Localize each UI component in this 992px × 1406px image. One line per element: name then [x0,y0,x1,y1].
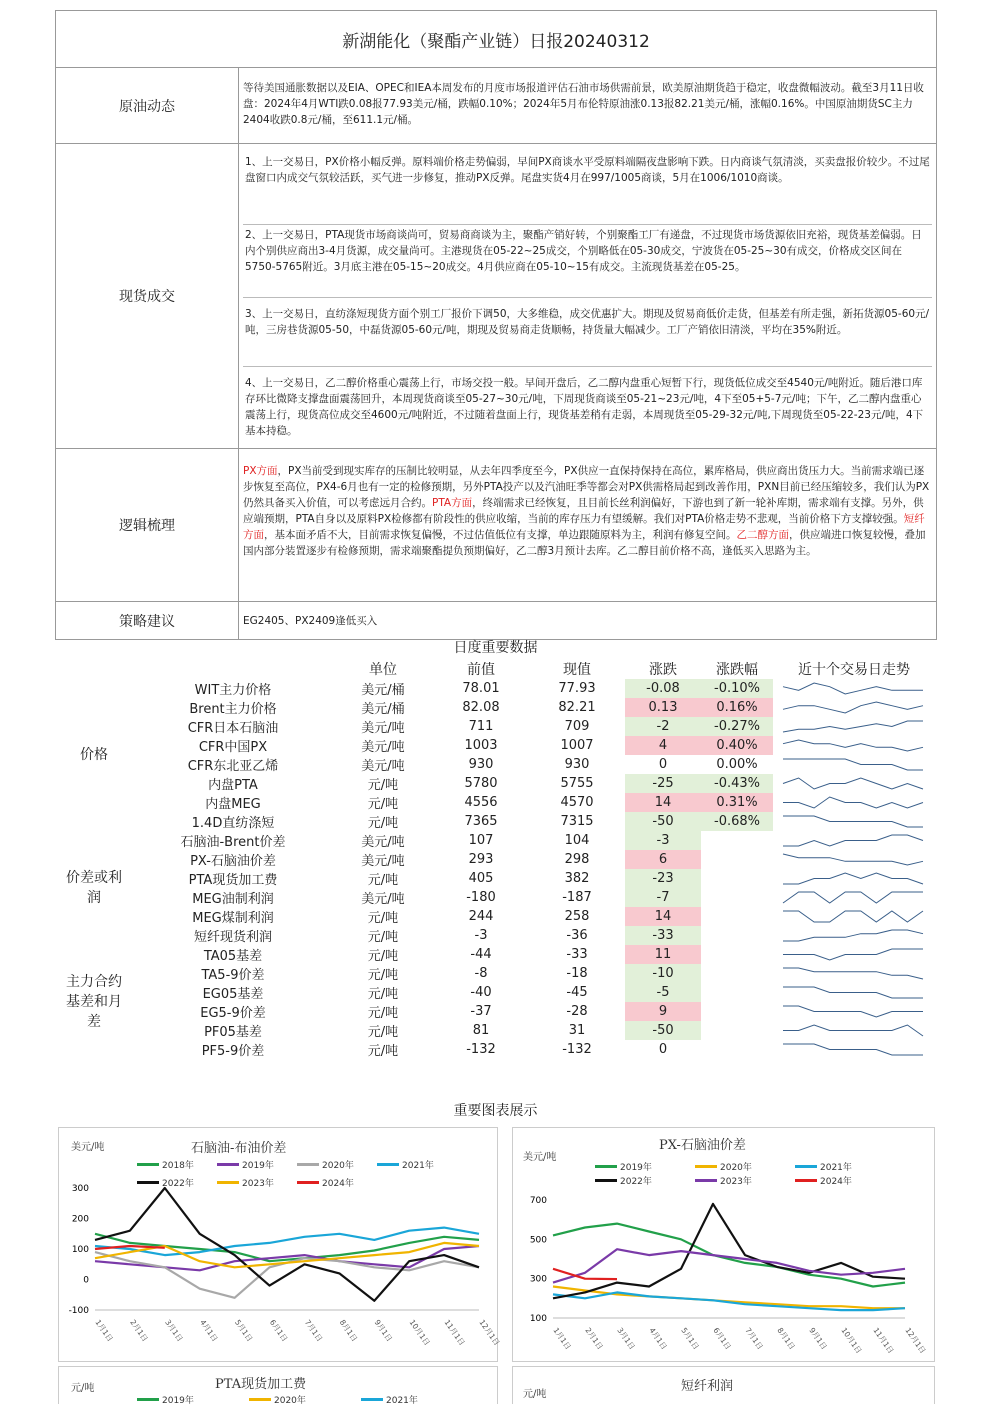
sparkline-path [783,759,923,770]
legend-label: 2021年 [386,1396,418,1406]
x-tick-label: 10月1日 [407,1317,432,1348]
prev-value: 930 [468,757,494,772]
change-value: -5 [625,983,701,1002]
sparkline-path [783,797,923,808]
item-unit: 美元/吨 [361,854,405,869]
change-pct [701,869,773,888]
item-unit: 元/吨 [367,930,399,945]
cur-value: 382 [564,871,590,886]
legend-label: 2022年 [620,1177,652,1187]
x-tick-label: 9月1日 [807,1325,829,1352]
sparkline-path [783,1006,923,1017]
change-pct [701,1040,773,1059]
logic-px-heading: PX方面 [243,465,278,477]
cur-value: 258 [564,909,590,924]
x-tick-label: 1月1日 [93,1317,115,1344]
table-header-row [55,659,935,679]
legend-label: 2019年 [242,1161,274,1171]
sparkline-path [783,892,923,903]
pf-profit-chart [512,1366,935,1404]
change-value: -33 [625,926,701,945]
chart3-unit: 元/吨 [71,1383,95,1394]
change-value: 4 [625,736,701,755]
item-name: 内盘MEG [205,797,261,812]
table-row [55,1021,935,1040]
change-value: 14 [625,793,701,812]
y-tick-label: 100 [71,1245,89,1255]
chart1-title: 石脑油-布油价差 [191,1141,287,1156]
legend-swatch [137,1398,159,1401]
change-value: -7 [625,888,701,907]
change-value: -25 [625,774,701,793]
sparkline-path [783,968,923,979]
legend-label: 2021年 [402,1161,434,1171]
y-tick-label: 700 [529,1196,547,1206]
spot-meg-para: 4、上一交易日，乙二醇价格重心震荡上行，市场交投一般。早间开盘后，乙二醇内盘重心短暂下行，现货低位成交至4540元/吨附近。随后港口库存环比微降支撑盘面震荡回升，本周现货商谈至05-27~30元/吨，下周现货商谈至05-21~23元/吨，4下至05+5-7元/吨；下午，乙二醇内盘重心震荡上行，现货高位成交至4600元/吨附近，不过随着盘面上行，现货基差稍有走弱，本周现货至05-29-32元/吨,下周现货至05-22-23元/吨，4下基本持稳。 [243,366,932,443]
prev-value: 81 [472,1023,490,1038]
change-value: 0 [658,757,668,772]
cur-value: 7315 [560,814,594,829]
daily-data-title: 日度重要数据 [453,640,538,656]
chart2-title: PX-石脑油价差 [659,1138,746,1153]
item-unit: 美元/桶 [361,683,405,698]
x-tick-label: 6月1日 [267,1317,290,1344]
item-name: EG05基差 [202,987,264,1002]
x-tick-label: 8月1日 [337,1317,360,1344]
chart4-title: 短纤利润 [681,1379,734,1394]
trend-sparkline [773,945,935,964]
charts-title: 重要图表展示 [453,1103,538,1119]
legend-label: 2024年 [322,1179,354,1189]
change-value: 6 [625,850,701,869]
logic-text [239,449,936,601]
report-title: 新湖能化（聚酯产业链）日报20240312 [56,11,936,68]
item-name: TA05基差 [203,949,263,964]
table-row [55,869,935,888]
prev-value: 244 [468,909,494,924]
change-pct [701,983,773,1002]
legend-item [249,1393,306,1406]
cur-value: -28 [566,1004,588,1019]
x-tick-label: 11月1日 [442,1317,467,1348]
chart1-plot [59,1128,502,1361]
x-tick-label: 4月1日 [198,1317,220,1344]
change-value: 14 [625,907,701,926]
change-value: 0 [658,1042,668,1057]
legend-label: 2020年 [274,1396,306,1406]
table-row [55,793,935,812]
table-row [55,1040,935,1059]
y-tick-label: 300 [529,1274,547,1285]
trend-sparkline [773,755,935,774]
item-name: TA5-9价差 [201,968,265,983]
item-name: 1.4D直纺涤短 [191,816,275,831]
trend-sparkline [773,812,935,831]
column-header: 近十个交易日走势 [798,662,910,678]
sparkline-path [783,778,923,789]
legend-label: 2018年 [162,1161,194,1171]
change-value: -0.08 [625,679,701,698]
sparkline-path [783,835,923,846]
item-name: CFR日本石脑油 [187,721,279,736]
item-name: CFR中国PX [198,740,268,755]
change-pct [701,945,773,964]
spot-pf-para: 3、上一交易日，直纺涤短现货方面个别工厂报价下调50，大多维稳，成交优惠扩大。期现及贸易商低价走货，但基差有所走强，新拓货源05-60元/吨，三房巷货源05-50，中磊货源05-60元/吨，期现及贸易商走货顺畅，持货量大幅减少。工厂产销依旧清淡，平均在35%附近。 [243,297,932,366]
sparkline-path [783,702,923,713]
sparkline-path [783,1025,923,1036]
change-value: 0.13 [625,698,701,717]
trend-sparkline [773,679,935,698]
x-tick-label: 4月1日 [647,1325,669,1352]
x-tick-label: 3月1日 [615,1325,637,1352]
change-value: -3 [625,831,701,850]
cur-value: 930 [564,757,590,772]
change-pct: -0.43% [701,774,773,793]
item-name: Brent主力价格 [189,702,277,717]
table-row [55,850,935,869]
trend-sparkline [773,774,935,793]
item-unit: 元/吨 [367,778,399,793]
legend-swatch [361,1398,383,1401]
cur-value: 82.21 [558,700,596,715]
item-unit: 美元/吨 [361,759,405,774]
legend-label: 2023年 [242,1179,274,1189]
logic-meg-heading: 乙二醇方面 [736,529,789,541]
strategy-label: 策略建议 [56,602,239,639]
y-tick-label: -100 [68,1306,89,1316]
prev-value: 293 [468,852,494,867]
change-pct [701,1021,773,1040]
change-pct [701,907,773,926]
strategy-text: EG2405、PX2409逢低买入 [243,614,378,627]
header-blank [55,659,333,679]
legend-item [137,1393,194,1406]
sparkline-path [783,911,923,922]
table-row [55,717,935,736]
prev-value: 7365 [464,814,498,829]
y-tick-label: 200 [71,1214,89,1225]
spot-pta-para: 2、上一交易日，PTA现货市场商谈尚可，贸易商商谈为主，聚酯产销好转，个别聚酯工厂有递盘，不过现货市场货源依旧充裕，现货基差偏弱。日内个别供应商出3-4月货源，成交量尚可。主港现货在05-22~25成交，个别略低在05-30成交，宁波货在05-25~30有成交，价格成交区间在5750-5765附近。3月底主港在05-15~20成交。4月供应商在05-10~15有成交。主流现货基差在05-25。 [243,224,932,297]
cur-value: 5755 [560,776,594,791]
item-name: WIT主力价格 [194,683,272,698]
item-unit: 元/吨 [367,816,399,831]
trend-sparkline [773,1040,935,1059]
item-name: 内盘PTA [208,778,258,793]
change-pct [701,850,773,869]
table-row [55,812,935,831]
prev-value: -44 [470,947,492,962]
series-line [553,1204,905,1298]
pta-fee-chart [58,1366,498,1404]
cur-value: -18 [566,966,588,981]
prev-value: -132 [466,1042,496,1057]
series-line [553,1224,905,1287]
table-row [55,888,935,907]
y-tick-label: 100 [529,1314,547,1324]
change-pct [701,831,773,850]
item-unit: 元/吨 [367,949,399,964]
sparkline-path [783,987,923,998]
item-name: MEG油制利润 [192,892,274,907]
table-row [55,926,935,945]
legend-label: 2022年 [162,1179,194,1189]
crude-label: 原油动态 [56,68,239,143]
change-pct: 0.40% [701,736,773,755]
legend-swatch [249,1398,271,1401]
table-row [55,983,935,1002]
trend-sparkline [773,926,935,945]
cur-value: -36 [566,928,588,943]
x-tick-label: 2月1日 [583,1325,605,1352]
table-row [55,679,935,698]
sparkline-path [783,740,923,751]
legend-label: 2021年 [820,1163,852,1173]
cur-value: 77.93 [558,681,596,696]
cur-value: 104 [564,833,590,848]
strategy-section [56,602,936,639]
item-unit: 元/吨 [367,873,399,888]
item-name: PTA现货加工费 [188,873,278,888]
series-line [553,1287,905,1309]
trend-sparkline [773,793,935,812]
cur-value: -187 [562,890,592,905]
item-name: MEG煤制利润 [192,911,274,926]
change-value: -2 [625,717,701,736]
px-naphtha-chart [512,1127,935,1362]
y-tick-label: 300 [71,1184,89,1194]
sparkline-path [783,930,923,941]
legend-label: 2023年 [720,1177,752,1187]
sparkline-path [783,1044,923,1055]
trend-sparkline [773,1021,935,1040]
crude-section [56,68,936,144]
item-unit: 元/吨 [367,968,399,983]
daily-data-table [55,659,935,1059]
chart1-unit: 美元/吨 [71,1142,105,1153]
item-name: 石脑油-Brent价差 [180,835,286,850]
trend-sparkline [773,888,935,907]
item-unit: 美元/吨 [361,892,405,907]
table-row [55,907,935,926]
column-header: 单位 [369,662,397,678]
prev-value: 711 [468,719,494,734]
item-name: EG5-9价差 [200,1006,266,1021]
chart3-title: PTA现货加工费 [215,1377,307,1392]
trend-sparkline [773,736,935,755]
prev-value: -8 [474,966,488,981]
prev-value: 405 [468,871,494,886]
x-tick-label: 11月1日 [871,1325,896,1356]
cur-value: 298 [564,852,590,867]
sparkline-path [783,683,923,694]
x-tick-label: 3月1日 [163,1317,185,1344]
trend-sparkline [773,964,935,983]
x-tick-label: 7月1日 [743,1325,765,1352]
change-pct: -0.27% [701,717,773,736]
trend-sparkline [773,869,935,888]
report-frame [55,10,937,640]
change-pct [701,964,773,983]
change-value: -23 [625,869,701,888]
table-row [55,945,935,964]
logic-label: 逻辑梳理 [56,449,239,601]
change-pct: 0.31% [701,793,773,812]
trend-sparkline [773,907,935,926]
change-value: -50 [625,1021,701,1040]
naphtha-brent-chart [58,1127,502,1362]
trend-sparkline [773,717,935,736]
legend-label: 2019年 [620,1163,652,1173]
spot-label: 现货成交 [56,144,239,448]
group-label: 主力合约基差和月差 [66,974,122,1030]
group-label: 价差或利润 [66,870,122,906]
change-pct: 0.00% [716,757,758,772]
item-unit: 元/吨 [367,1025,399,1040]
group-label: 价格 [80,747,108,763]
crude-text: 等待美国通胀数据以及EIA、OPEC和IEA本周发布的月度市场报道评估石油市场供需前景，欧美原油期货趋于稳定，收盘微幅波动。截至3月11日收盘：2024年4月WTI跌0.08报77.93美元/桶，跌幅0.10%；2024年5月布伦特原油涨0.13报82.21美元/桶，涨幅0.16%。中国原油期货SC主力2404收跌0.8元/桶，至611.1元/桶。 [243,82,924,126]
item-unit: 美元/吨 [361,835,405,850]
item-name: 短纤现货利润 [193,930,272,945]
item-unit: 元/吨 [367,1044,399,1059]
legend-item [361,1393,418,1406]
prev-value: -40 [470,985,492,1000]
item-unit: 元/吨 [367,911,399,926]
item-unit: 美元/吨 [361,721,405,736]
logic-px-text: ，PX当前受到现实库存的压制比较明显，从去年四季度至今，PX供应一直保持保持在高位，累库格局，供应商出货压力大。当前需求端已逐步恢复至高位，PX4-6月也有一定的检修预期，另外PTA投产以及汽油旺季等都会对PX供需格局起到改善作用，PXN目前已经压缩较多，我们认为PX仍然具备买入价值，可以考虑远月合约。 [243,465,930,509]
x-tick-label: 1月1日 [551,1325,573,1352]
sparkline-path [783,816,923,827]
cur-value: -45 [566,985,588,1000]
spot-section [56,144,936,449]
change-pct [701,1002,773,1021]
x-tick-label: 7月1日 [302,1317,325,1344]
prev-value: 4556 [464,795,498,810]
change-pct [701,888,773,907]
item-unit: 元/吨 [367,987,399,1002]
cur-value: 1007 [560,738,594,753]
column-header: 涨跌 [649,662,677,678]
change-pct: -0.10% [701,679,773,698]
table-row [55,831,935,850]
sparkline-path [783,721,923,732]
series-line [553,1249,905,1282]
prev-value: -180 [466,890,496,905]
change-value: 11 [625,945,701,964]
prev-value: 107 [468,833,494,848]
item-unit: 元/吨 [367,797,399,812]
legend-label: 2020年 [720,1163,752,1173]
legend-label: 2020年 [322,1161,354,1171]
x-tick-label: 12月1日 [903,1325,928,1356]
table-row [55,1002,935,1021]
x-tick-label: 12月1日 [477,1317,502,1348]
x-tick-label: 5月1日 [232,1317,255,1344]
logic-meg-text: ，供应端进口恢复较慢，叠加国内部分装置逐步有检修预期，需求端聚酯提负预期偏好，乙二醇3月预计去库。乙二醇目前价格不高，逢低买入思路为主。 [243,529,926,557]
trend-sparkline [773,983,935,1002]
trend-sparkline [773,1002,935,1021]
change-value: -10 [625,964,701,983]
prev-value: 5780 [464,776,498,791]
trend-sparkline [773,698,935,717]
column-header: 现值 [563,662,591,678]
cur-value: -132 [562,1042,592,1057]
logic-pf-text: ，基本面矛盾不大，目前需求恢复偏慢，不过估值低位有支撑，单边跟随原料为主，利润有修复空间。 [264,529,737,541]
logic-pta-heading: PTA方面 [432,497,473,509]
item-name: PF5-9价差 [201,1044,265,1059]
prev-value: 82.08 [462,700,500,715]
table-row [55,698,935,717]
cur-value: 4570 [560,795,594,810]
x-tick-label: 10月1日 [839,1325,864,1356]
prev-value: 1003 [464,738,498,753]
legend-label: 2019年 [162,1396,194,1406]
table-row [55,736,935,755]
spot-px-para: 1、上一交易日，PX价格小幅反弹。原料端价格走势偏弱，早间PX商谈水平受原料端隔夜盘影响下跌。日内商谈气氛清淡，买卖盘报价较少。不过尾盘窗口内成交气氛较活跃，买气进一步修复，推动PX反弹。尾盘实货4月在997/1005商谈，5月在1006/1010商谈。 [245,156,930,184]
change-value: -50 [625,812,701,831]
prev-value: 78.01 [462,681,500,696]
table-row [55,755,935,774]
y-tick-label: 500 [529,1235,547,1246]
change-value: 9 [625,1002,701,1021]
trend-sparkline [773,831,935,850]
item-name: CFR东北亚乙烯 [187,759,279,774]
sparkline-path [783,873,923,884]
cur-value: 31 [568,1023,586,1038]
x-tick-label: 2月1日 [128,1317,150,1344]
logic-pf-heading: 短纤方面 [243,513,925,541]
chart2-unit: 美元/吨 [523,1152,557,1163]
item-name: PF05基差 [204,1025,262,1040]
item-name: PX-石脑油价差 [190,854,276,869]
x-tick-label: 8月1日 [775,1325,797,1352]
change-pct: -0.68% [701,812,773,831]
item-unit: 元/吨 [367,1006,399,1021]
cur-value: 709 [564,719,590,734]
column-header: 前值 [467,662,495,678]
x-tick-label: 5月1日 [679,1325,701,1352]
column-header: 涨跌幅 [716,662,758,678]
cur-value: -33 [566,947,588,962]
sparkline-path [783,949,923,960]
table-row [55,964,935,983]
logic-section [56,449,936,602]
y-tick-label: 0 [83,1275,89,1286]
item-unit: 美元/桶 [361,702,405,717]
item-unit: 美元/吨 [361,740,405,755]
sparkline-path [783,854,923,865]
x-tick-label: 9月1日 [372,1317,395,1344]
change-pct [701,926,773,945]
change-pct: 0.16% [701,698,773,717]
table-row [55,774,935,793]
prev-value: -37 [470,1004,492,1019]
legend-label: 2024年 [820,1177,852,1187]
x-tick-label: 6月1日 [711,1325,733,1352]
chart4-unit: 元/吨 [523,1389,547,1400]
trend-sparkline [773,850,935,869]
prev-value: -3 [474,928,488,943]
logic-pta-text: ，终端需求已经恢复，且目前长丝利润偏好，下游也到了新一轮补库期，需求端有支撑。另外，供应端预期，PTA自身以及原料PX检修都有阶段性的供应收缩，当前的库存压力有望缓解。我们对PTA价格走势不悲观，当前价格下方支撑较强。 [243,497,924,525]
chart2-plot [513,1128,934,1361]
